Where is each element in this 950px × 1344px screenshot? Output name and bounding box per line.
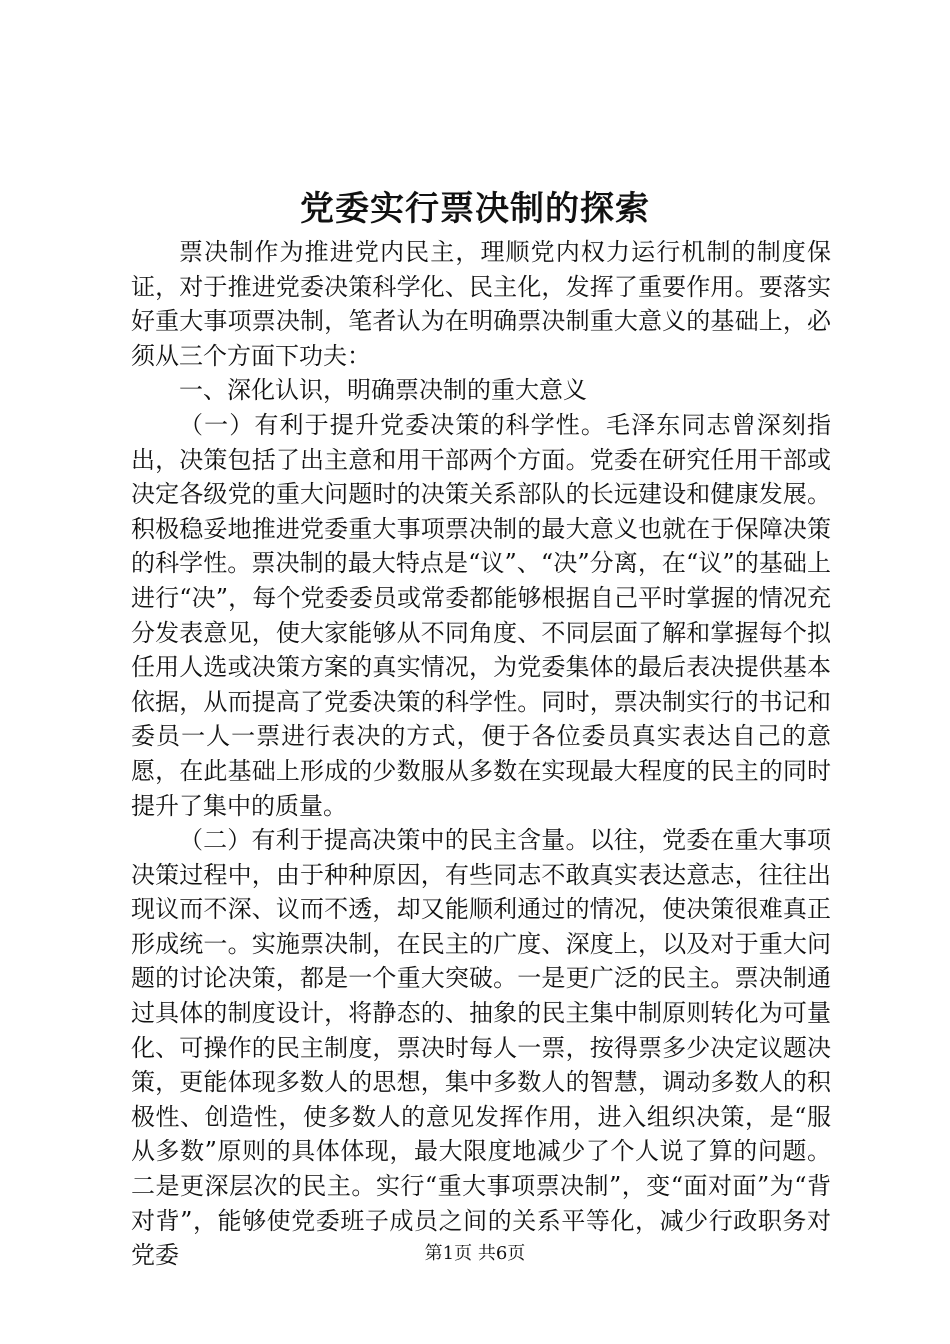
document-title: 党委实行票决制的探索	[300, 189, 650, 229]
page-footer: 第1页 共6页	[424, 1243, 526, 1264]
paragraph-intro: 票决制作为推进党内民主，理顺党内权力运行机制的制度保证，对于推进党委决策科学化、民主化，发挥了重要作用。要落实好重大事项票决制，笔者认为在明确票决制重大意义的基础上，必须从三个方面下功夫：	[131, 238, 831, 370]
paragraph-democratic-content: （二）有利于提高决策中的民主含量。以往，党委在重大事项决策过程中，由于种种原因，有些同志不敢真实表达意志，往往出现议而不深、议而不透，却又能顺利通过的情况，使决策很难真正形成统一。实施票决制，在民主的广度、深度上，以及对于重大问题的讨论决策，都是一个重大突破。一是更广泛的民主。票决制通过具体的制度设计，将静态的、抽象的民主集中制原则转化为可量化、可操作的民主制度，票决时每人一票，按得票多少决定议题决策，更能体现多数人的思想，集中多数人的智慧，调动多数人的积极性、创造性，使多数人的意见发挥作用，进入组织决策，是“服从多数”原则的具体体现，最大限度地减少了个人说了算的问题。二是更深层次的民主。实行“重大事项票决制”，变“面对面”为“背对背”，能够使党委班子成员之间的关系平等化，减少行政职务对党委	[131, 826, 831, 1270]
section-heading-1: 一、深化认识，明确票决制的重大意义	[179, 376, 587, 405]
document-body	[131, 235, 831, 1273]
paragraph-scientific-decision: （一）有利于提升党委决策的科学性。毛泽东同志曾深刻指出，决策包括了出主意和用干部两个方面。党委在研究任用干部或决定各级党的重大问题时的决策关系部队的长远建设和健康发展。积极稳妥地推进党委重大事项票决制的最大意义也就在于保障决策的科学性。票决制的最大特点是“议”、“决”分离，在“议”的基础上进行“决”，每个党委委员或常委都能够根据自己平时掌握的情况充分发表意见，使大家能够从不同角度、不同层面了解和掌握每个拟任用人选或决策方案的真实情况，为党委集体的最后表决提供基本依据，从而提高了党委决策的科学性。同时，票决制实行的书记和委员一人一票进行表决的方式，便于各位委员真实表达自己的意愿，在此基础上形成的少数服从多数在实现最大程度的民主的同时提升了集中的质量。	[131, 410, 831, 820]
